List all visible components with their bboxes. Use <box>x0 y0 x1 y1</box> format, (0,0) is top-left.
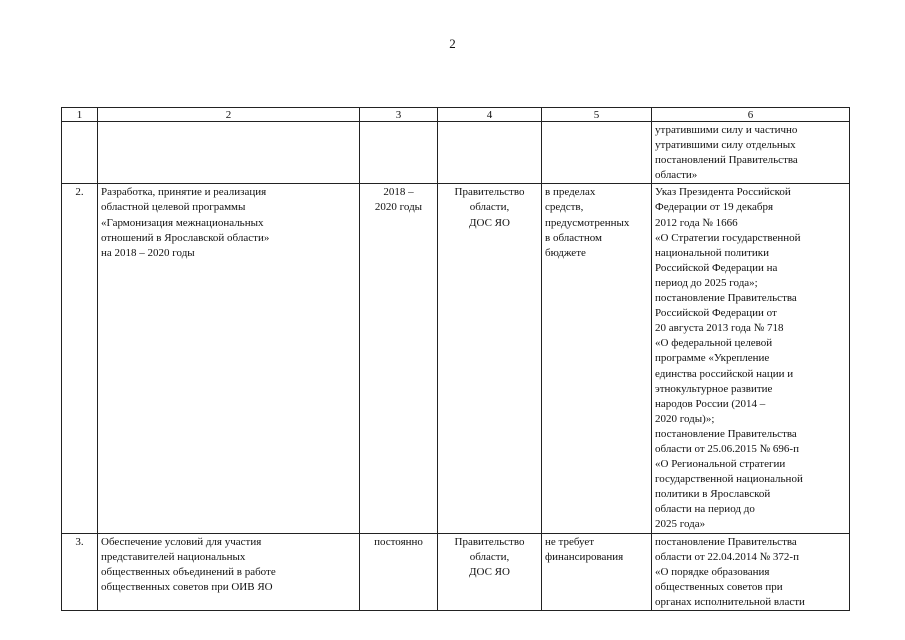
measure-text: Разработка, принятие и реализация областной целевой программы «Гармонизация межнациональных отношений в Ярославской области» на 2018 – 2020 годы <box>101 186 270 259</box>
basis-cell <box>652 122 850 184</box>
executor-cell <box>438 184 542 533</box>
column-number-row <box>62 108 850 122</box>
funding-text: не требует финансирования <box>545 535 624 563</box>
column-number-6: 6 <box>652 108 850 122</box>
executor-text: Правительство области, ДОС ЯО <box>454 535 525 578</box>
table-cell <box>542 122 652 184</box>
funding-cell <box>542 533 652 610</box>
column-number-4: 4 <box>438 108 542 122</box>
basis-text: постановление Правительства области от 22.04.2014 № 372-п «О порядке образования общественных советов при органах исполнительной власти <box>655 535 805 608</box>
funding-cell <box>542 184 652 533</box>
table-row <box>62 184 850 533</box>
term-text: 2018 – 2020 годы <box>374 186 423 214</box>
term-cell <box>360 533 438 610</box>
measure-text: Обеспечение условий для участия представителей национальных общественных объединений в работе общественных советов при ОИВ ЯО <box>101 535 276 593</box>
basis-text: Указ Президента Российской Федерации от 19 декабря 2012 года № 1666 «О Стратегии государственной национальной политики Российской Федерации на период до 2025 года»; постановление Правительства Российской Федерации от 20 августа 2013 года № 718 «О федеральной целевой программе «Укрепление единства российской нации и этнокультурное развитие народов России (2014 – 2020 годы)»; постановление Правительства области от 25.06.2015 № 696-п «О Региональной стратегии государственной национальной политики в Ярославской области на период до 2025 года» <box>655 186 803 531</box>
term-cell <box>360 184 438 533</box>
column-number-2: 2 <box>98 108 360 122</box>
executor-cell <box>438 533 542 610</box>
term-text: постоянно <box>374 535 423 548</box>
table-row <box>62 533 850 610</box>
measures-table <box>61 107 850 611</box>
measure-cell <box>98 533 360 610</box>
row-number: 2. <box>62 184 98 533</box>
basis-text: утратившими силу и частично утратившими силу отдельных постановлений Правительства области» <box>655 124 798 182</box>
column-number-5: 5 <box>542 108 652 122</box>
executor-text: Правительство области, ДОС ЯО <box>454 186 525 229</box>
basis-cell <box>652 533 850 610</box>
column-number-1: 1 <box>62 108 98 122</box>
table-cell <box>360 122 438 184</box>
funding-text: в пределах средств, предусмотренных в областном бюджете <box>545 186 630 259</box>
column-number-3: 3 <box>360 108 438 122</box>
table-cell <box>98 122 360 184</box>
continuation-row <box>62 122 850 184</box>
table-cell <box>62 122 98 184</box>
basis-cell <box>652 184 850 533</box>
measure-cell <box>98 184 360 533</box>
table-cell <box>438 122 542 184</box>
row-number: 3. <box>62 533 98 610</box>
page-number: 2 <box>449 36 456 51</box>
